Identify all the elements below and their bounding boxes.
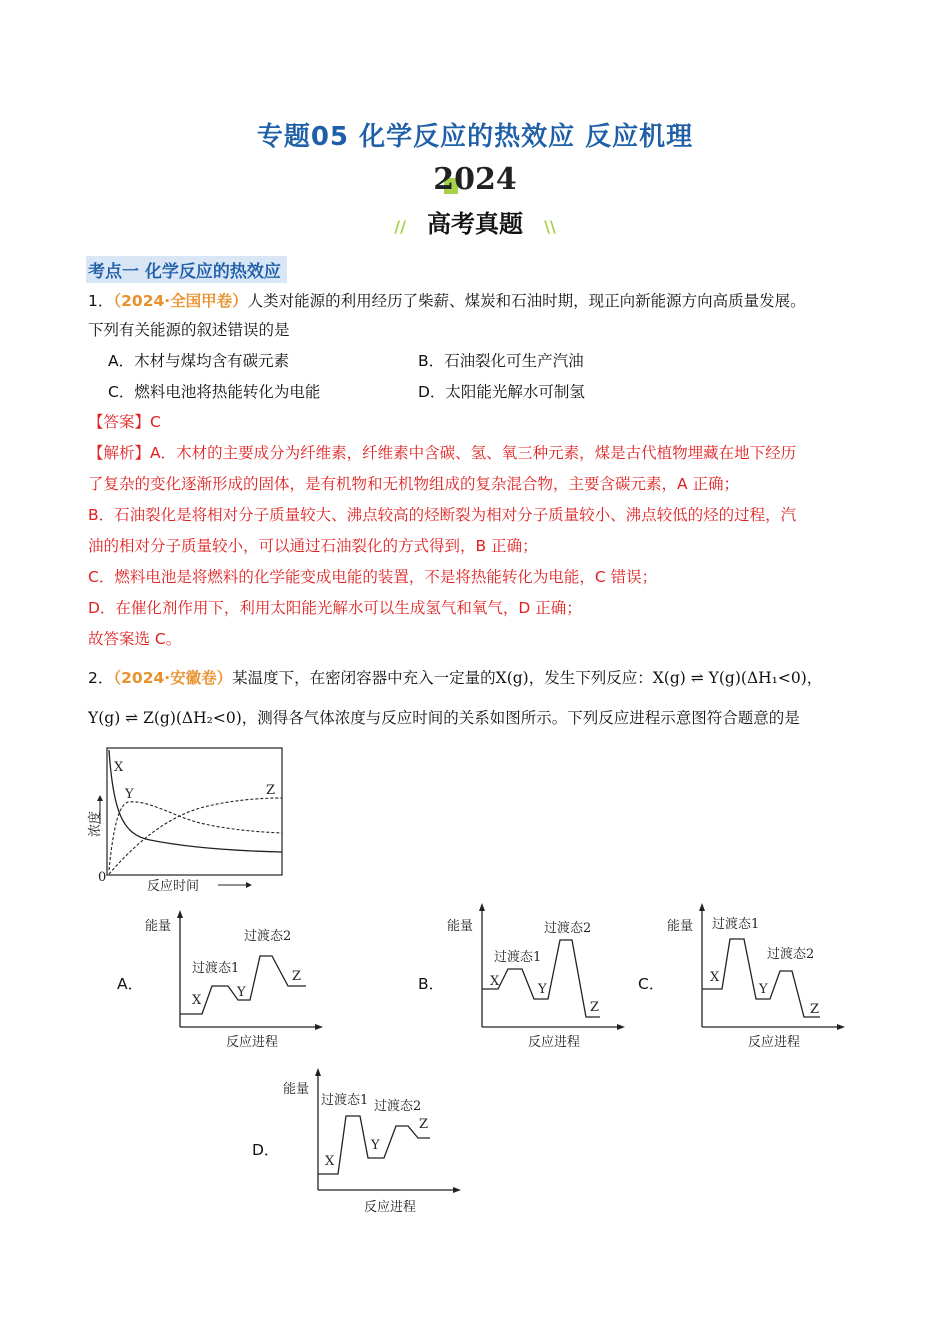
ts2-label: 过渡态2 [374, 1099, 422, 1114]
q2-option-d-label: D． [252, 1141, 280, 1159]
energy-diagram-d [278, 1068, 468, 1220]
q1-analysis-line-2: 了复杂的变化逐渐形成的固体，是有机物和无机物组成的复杂混合物，主要含碳元素，A 正确； [88, 475, 740, 493]
axis-y-arrow [699, 903, 705, 911]
q1-option-b: B．石油裂化可生产汽油 [418, 352, 584, 370]
q2-source: （2024·安徽卷） [113, 669, 233, 687]
q2-option-a-label: A． [117, 975, 144, 993]
label-z: Z [266, 783, 276, 798]
ts1-label: 过渡态1 [321, 1093, 369, 1108]
banner-label: 高考真题 [427, 210, 523, 238]
axis-y-arrow [315, 1068, 321, 1076]
z-label: Z [810, 1002, 820, 1017]
ts1-label: 过渡态1 [712, 917, 760, 932]
energy-xlabel: 反应进程 [748, 1035, 801, 1050]
banner-slash-right: \\ [544, 217, 556, 236]
energy-xlabel: 反应进程 [226, 1035, 279, 1050]
curve-z [109, 798, 282, 874]
section-title: 考点一 化学反应的热效应 [86, 256, 287, 283]
energy-ylabel: 能量 [447, 919, 474, 934]
q1-analysis-label: 【解析】 [88, 444, 151, 462]
q1-analysis-line-7: 故答案选 C。 [88, 630, 182, 648]
z-label: Z [419, 1117, 429, 1132]
axis-x-arrow [617, 1024, 625, 1030]
y-label: Y [237, 985, 246, 1000]
energy-ylabel: 能量 [283, 1082, 310, 1097]
q2-xg: X(g) [495, 669, 529, 687]
z-label: Z [590, 1000, 600, 1015]
q1-stem-line2: 下列有关能源的叙述错误的是 [88, 321, 290, 339]
q2-stem-c: ，测得各气体浓度与反应时间的关系如图所示。下列反应进程示意图符合题意的是 [241, 709, 800, 727]
q2-option-c-label: C． [638, 975, 665, 993]
q1-source: （2024·全国甲卷） [113, 292, 248, 310]
page-title: 专题05 化学反应的热效应 反应机理 [256, 122, 694, 152]
q1-answer-label: 【答案】 [88, 413, 151, 431]
y-label: Y [538, 982, 547, 997]
q2-stem-line1 [88, 667, 822, 689]
x-label: X [325, 1154, 335, 1169]
year-heading: 2024 [433, 162, 517, 197]
q1-stem-line1 [88, 290, 806, 312]
q1-option-a: A．木材与煤均含有碳元素 [108, 352, 290, 370]
ts1-label: 过渡态1 [494, 950, 542, 965]
q2-reaction-1: X(g) ⇌ Y(g)(ΔH₁<0) [652, 669, 807, 687]
q1-answer-value: C [150, 413, 161, 431]
q2-number: 2． [88, 669, 114, 687]
energy-ylabel: 能量 [667, 919, 694, 934]
y-label: Y [759, 982, 768, 997]
banner-slash-left: // [394, 217, 406, 236]
curve-y [109, 802, 282, 870]
q1-analysis-line-1 [88, 442, 796, 464]
q2-stem-b: ，发生下列反应： [528, 669, 653, 687]
axis-x-arrow [315, 1024, 323, 1030]
q1-analysis-line-6: D．在催化剂作用下，利用太阳能光解水可以生成氢气和氧气，D 正确； [88, 599, 582, 617]
x-label: X [490, 974, 500, 989]
xlabel-arrowhead [246, 882, 252, 888]
q1-analysis-line-3: B．石油裂化是将相对分子质量较大、沸点较高的烃断裂为相对分子质量较小、沸点较低的烃的过程，汽 [88, 506, 797, 524]
y-label: Y [371, 1138, 380, 1153]
z-label: Z [292, 969, 302, 984]
q1-analysis-line-5: C．燃料电池是将燃料的化学能变成电能的装置，不是将热能转化为电能，C 错误； [88, 568, 658, 586]
axis-y-arrow [479, 903, 485, 911]
q2-reaction-2: Y(g) ⇌ Z(g)(ΔH₂<0) [88, 709, 242, 727]
banner-label-wrap [421, 204, 529, 239]
q1-answer [88, 411, 161, 433]
q1-analysis-line-4: 油的相对分子质量较小，可以通过石油裂化的方式得到，B 正确； [88, 537, 538, 555]
energy-diagram-a [140, 910, 330, 1055]
q2-stem-line2 [88, 707, 800, 729]
conc-ylabel: 浓度 [88, 810, 103, 837]
energy-xlabel: 反应进程 [528, 1035, 581, 1050]
q1-analysis-text-1: A．木材的主要成分为纤维素，纤维素中含碳、氢、氧三种元素，煤是古代植物埋藏在地下经历 [150, 444, 797, 462]
x-label: X [192, 993, 202, 1008]
q2-option-b-label: B． [418, 975, 445, 993]
banner [0, 204, 950, 239]
concentration-chart-frame [107, 748, 282, 875]
q1-option-c: C．燃料电池将热能转化为电能 [108, 383, 321, 401]
q1-number: 1． [88, 292, 114, 310]
ts2-label: 过渡态2 [244, 929, 292, 944]
q2-reaction-1-end: ， [806, 669, 823, 687]
energy-diagram-b [442, 903, 632, 1055]
curve-x [109, 750, 282, 852]
label-x: X [114, 760, 124, 775]
energy-ylabel: 能量 [145, 919, 172, 934]
q1-stem-text1: 人类对能源的利用经历了柴薪、煤炭和石油时期，现正向新能源方向高质量发展。 [247, 292, 806, 310]
x-label: X [710, 970, 720, 985]
origin-label: 0 [98, 870, 107, 885]
q1-option-d: D．太阳能光解水可制氢 [418, 383, 585, 401]
q2-stem-a: 某温度下，在密闭容器中充入一定量的 [232, 669, 496, 687]
ts2-label: 过渡态2 [767, 947, 815, 962]
ts2-label: 过渡态2 [544, 921, 592, 936]
conc-xlabel: 反应时间 [147, 879, 200, 894]
axis-x-arrow [837, 1024, 845, 1030]
label-y: Y [125, 787, 134, 802]
concentration-chart [90, 740, 290, 895]
ts1-label: 过渡态1 [192, 961, 240, 976]
energy-xlabel: 反应进程 [364, 1200, 417, 1215]
ylabel-arrowhead [97, 795, 103, 801]
axis-y-arrow [177, 910, 183, 918]
axis-x-arrow [453, 1187, 461, 1193]
energy-diagram-c [662, 903, 852, 1055]
